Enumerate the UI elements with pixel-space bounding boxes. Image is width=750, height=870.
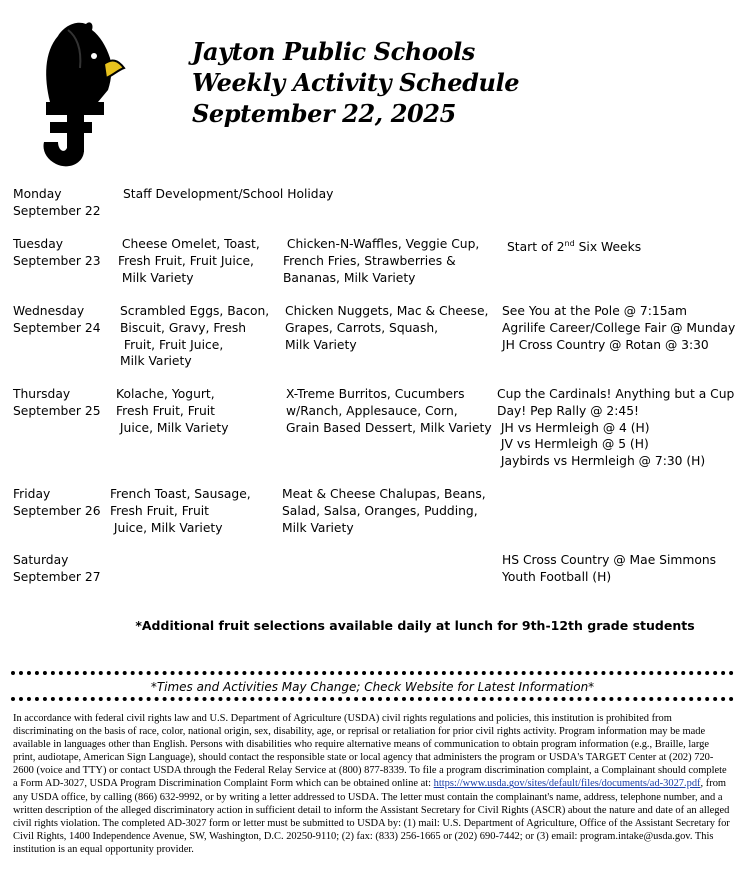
breakfast-menu: French Toast, Sausage, Fresh Fruit, Fruit Juice, Milk Variety: [110, 487, 251, 535]
change-banner: *Times and Activities May Change; Check Website for Latest Information*: [150, 680, 595, 694]
school-name: Jayton Public Schools: [192, 37, 475, 66]
breakfast-menu: Scrambled Eggs, Bacon, Biscuit, Gravy, Fresh Fruit, Fruit Juice, Milk Variety: [120, 304, 270, 369]
day-activities: See You at the Pole @ 7:15am Agrilife Career/College Fair @ Munday JH Cross Country @ Rotan @ 3:30: [502, 304, 736, 352]
lunch-menu: Chicken Nuggets, Mac & Cheese, Grapes, Carrots, Squash, Milk Variety: [285, 304, 489, 352]
day-date: September 26: [13, 504, 101, 518]
breakfast-menu: Cheese Omelet, Toast, Fresh Fruit, Fruit Juice, Milk Variety: [118, 237, 260, 285]
day-label: Wednesday: [13, 304, 85, 318]
day-label: Friday: [13, 487, 51, 501]
day-date: September 27: [13, 570, 101, 584]
fruit-note: *Additional fruit selections available daily at lunch for 9th-12th grade students: [135, 618, 695, 633]
day-activity: Staff Development/School Holiday: [123, 187, 334, 201]
day-date: September 24: [13, 321, 101, 335]
page-title: [192, 36, 519, 129]
day-label: Thursday: [13, 387, 71, 401]
day-activity: [507, 236, 641, 256]
usda-form-link[interactable]: https://www.usda.gov/sites/default/files/documents/ad-3027.pdf: [433, 778, 701, 790]
day-activities: HS Cross Country @ Mae Simmons Youth Football (H): [502, 553, 717, 584]
day-label: Tuesday: [13, 237, 64, 251]
ordinal-suffix: nd: [564, 239, 575, 248]
day-date: September 23: [13, 254, 101, 268]
lunch-menu: Chicken-N-Waffles, Veggie Cup, French Fries, Strawberries & Bananas, Milk Variety: [283, 237, 480, 285]
day-date: September 22: [13, 204, 101, 218]
lunch-menu: Meat & Cheese Chalupas, Beans, Salad, Salsa, Oranges, Pudding, Milk Variety: [282, 487, 486, 535]
bird-head-icon: [46, 22, 124, 102]
legal-text: In accordance with federal civil rights law and U.S. Department of Agriculture (USDA) civil rights regulations and policies, this institution is prohibited from discriminating on the basis of race, color, national origin, sex, disability, age, or reprisal or retaliation for prior civil rights activity. Program information may be made available in languages other than English. Persons with disabilities who require alternative means of communication to obtain program information (e.g., Braille, large print, audiotape, American Sign Language), should contact the responsible state or local agency that administers the program or USDA's TARGET Center at (202) 720-2600 (voice and TTY) or contact USDA through the Federal Relay Service at (800) 877-8339. To file a program discrimination complaint, a Complainant should complete a Form AD-3027, USDA Program Discrimination Complaint Form which can be obtained online at:: [13, 713, 727, 790]
nondiscrimination-statement: [13, 712, 733, 856]
lunch-menu: X-Treme Burritos, Cucumbers w/Ranch, Applesauce, Corn, Grain Based Dessert, Milk Variety: [286, 387, 492, 435]
divider: [11, 697, 734, 701]
day-label: Saturday: [13, 553, 69, 567]
jt-monogram-icon: [44, 102, 105, 166]
day-date: September 25: [13, 404, 101, 418]
legal-text: , from any USDA office, by calling (866) 632-9992, or by writing a letter addressed to USDA. The letter must contain the complainant's name, address, telephone number, and a written description of the alleged discriminatory action in sufficient detail to inform the Assistant Secretary for Civil Rights (ASCR) about the nature and date of an alleged civil rights violation. The completed AD-3027 form or letter must be submitted to USDA by: (1) mail: U.S. Department of Agriculture, Office of the Assistant Secretary for Civil Rights, 1400 Independence Avenue, SW, Washington, D.C. 20250-9110; (2) fax: (833) 256-1665 or (202) 690-7442; or (3) email: program.intake@usda.gov. This institution is an equal opportunity provider.: [13, 778, 730, 855]
divider: [11, 671, 734, 675]
day-label: Monday: [13, 187, 62, 201]
week-date: September 22, 2025: [192, 99, 456, 128]
schedule-title: Weekly Activity Schedule: [192, 68, 520, 97]
breakfast-menu: Kolache, Yogurt, Fresh Fruit, Fruit Juice, Milk Variety: [116, 387, 229, 435]
jaybird-logo: [20, 18, 130, 168]
day-activities: Cup the Cardinals! Anything but a Cup Day! Pep Rally @ 2:45! JH vs Hermleigh @ 4 (H) JV vs Hermleigh @ 5 (H) Jaybirds vs Hermleigh @ 7:30 (H): [497, 387, 735, 469]
activity-text: Start of 2: [507, 240, 565, 255]
activity-text: Six Weeks: [574, 240, 642, 255]
